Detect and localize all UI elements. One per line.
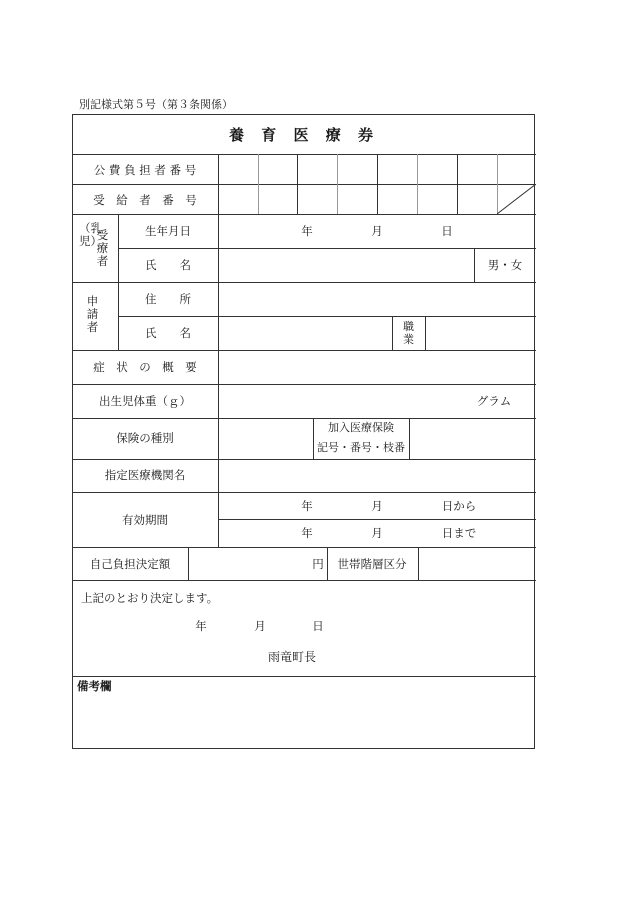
patient-name-field[interactable] <box>219 249 473 282</box>
validity-from-year: 年 <box>301 499 313 513</box>
symptoms-label: 症 状 の 概 要 <box>93 360 197 374</box>
validity-to-day: 日まで <box>441 526 477 540</box>
patient-group-sublabel: （乳児） <box>79 221 102 248</box>
patient-group-label: 受療者 <box>96 228 109 268</box>
copay-amount-label: 自己負担決定額 <box>89 557 171 571</box>
copay-amount-unit: 円 <box>312 557 324 571</box>
applicant-name-field[interactable] <box>219 317 392 350</box>
validity-to-month: 月 <box>371 526 383 540</box>
decision-statement: 上記のとおり決定します。 <box>81 591 219 605</box>
validity-period-label: 有効期間 <box>122 513 168 527</box>
decision-date-year: 年 <box>195 619 207 633</box>
insurance-joined-label-line2: 記号・番号・枝番 <box>317 441 405 454</box>
birth-date-month: 月 <box>371 224 383 238</box>
address-label: 住 所 <box>145 292 191 306</box>
validity-to-year: 年 <box>301 526 313 540</box>
birth-date-label: 生年月日 <box>145 224 191 238</box>
form-caption: 別記様式第５号（第３条関係） <box>79 98 233 111</box>
insurance-number-field[interactable] <box>410 419 536 459</box>
insurance-type-field[interactable] <box>219 419 313 459</box>
decision-date-month: 月 <box>254 619 266 633</box>
household-class-label: 世帯階層区分 <box>337 557 407 571</box>
medical-institution-field[interactable] <box>219 460 536 492</box>
issuer-name: 雨竜町長 <box>267 650 317 664</box>
remarks-field[interactable] <box>73 694 535 748</box>
validity-from-day: 日から <box>441 499 477 513</box>
insurance-type-label: 保険の種別 <box>116 431 174 445</box>
occupation-label: 職業 <box>403 320 414 346</box>
patient-name-label: 氏 名 <box>145 258 191 272</box>
empty-cell-diagonal <box>497 184 536 214</box>
applicant-name-label: 氏 名 <box>145 326 191 340</box>
applicant-group-label: 申請者 <box>86 294 99 334</box>
public-burden-number-label: 公 費 負 担 者 番 号 <box>93 163 197 177</box>
remarks-label: 備考欄 <box>77 679 112 693</box>
birth-date-year: 年 <box>301 224 313 238</box>
occupation-field[interactable] <box>426 317 536 350</box>
copay-amount-field[interactable] <box>189 548 309 580</box>
address-field[interactable] <box>219 283 536 316</box>
sex-options[interactable]: 男・女 <box>487 258 523 272</box>
birth-weight-unit: グラム <box>476 394 512 408</box>
symptoms-field[interactable] <box>219 351 536 384</box>
decision-date-day: 日 <box>312 619 324 633</box>
birth-weight-label: 出生児体重（ｇ） <box>99 394 191 408</box>
medical-institution-label: 指定医療機関名 <box>104 468 186 482</box>
household-class-field[interactable] <box>419 548 536 580</box>
public-burden-number-cells[interactable] <box>219 155 536 184</box>
recipient-number-label: 受 給 者 番 号 <box>93 193 197 207</box>
birth-date-day: 日 <box>441 224 453 238</box>
recipient-number-cells[interactable] <box>219 185 497 214</box>
validity-from-month: 月 <box>371 499 383 513</box>
insurance-joined-label-line1: 加入医療保険 <box>328 421 394 434</box>
form-title: 養 育 医 療 券 <box>229 126 379 144</box>
